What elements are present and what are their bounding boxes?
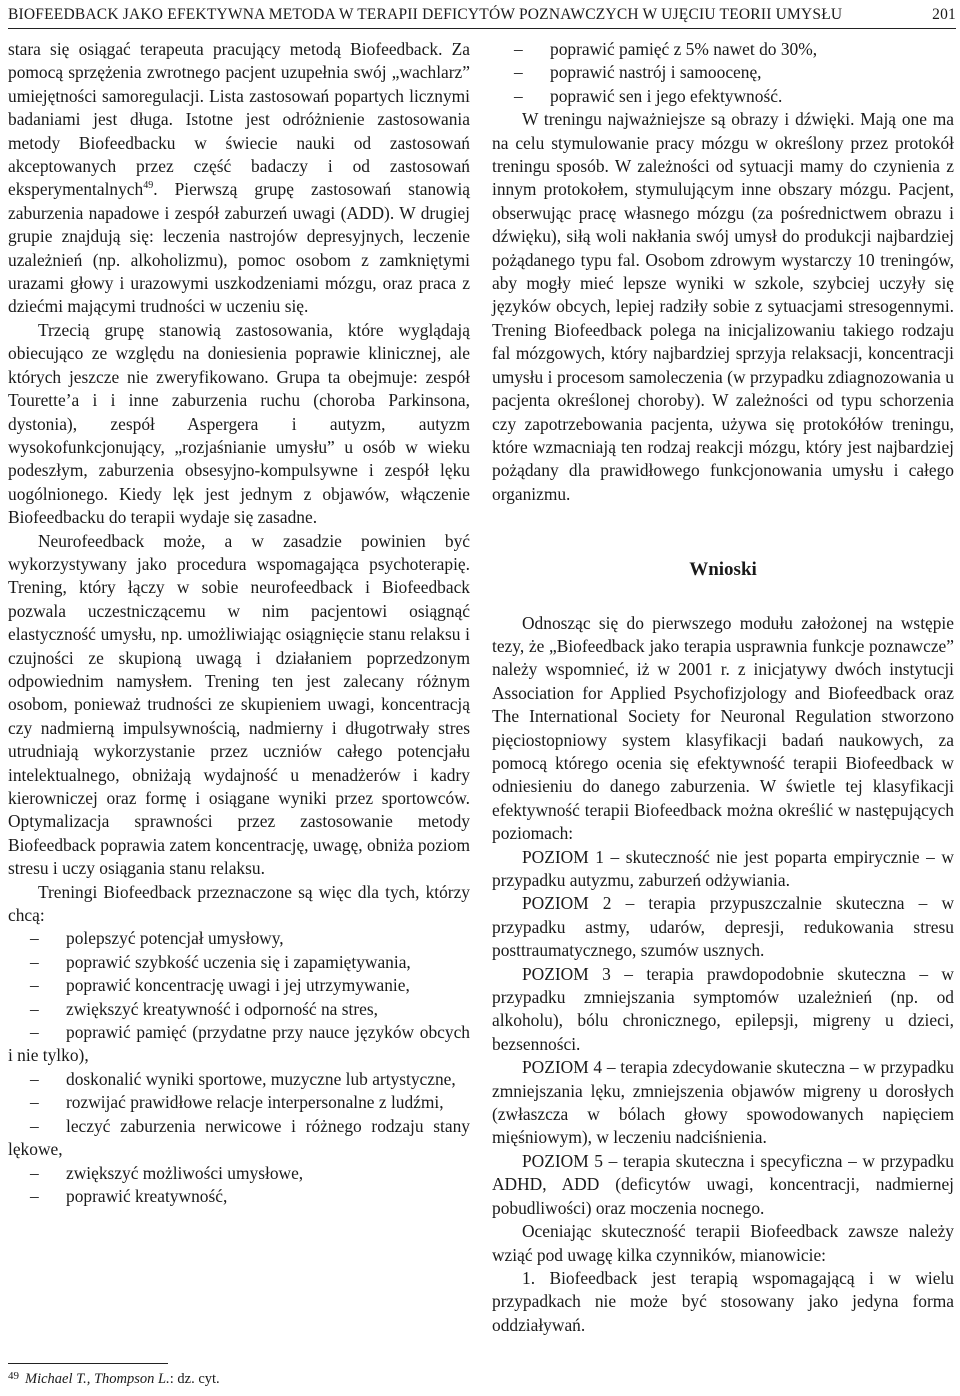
section-heading-conclusions: Wnioski [689,559,757,581]
footnote-divider [8,1363,168,1364]
list-item: – leczyć zaburzenia nerwicowe i różnego rodzaju stany lękowe, [8,1115,470,1162]
list-item: – zwiększyć możliwości umysłowe, [8,1162,470,1185]
list-item: – poprawić sen i jego efektywność. [492,85,954,108]
level-2: POZIOM 2 – terapia przypuszczalnie skuteczna – w przypadku astmy, udarów, depresji, redukowania stresu posttraumatycznego, szumów usznych. [492,893,954,961]
footnote-rest: : dz. cyt. [169,1371,220,1387]
paragraph-groups-of-applications [8,38,470,319]
level-1: POZIOM 1 – skuteczność nie jest poparta empirycznie – w przypadku autyzmu, zaburzeń odżywiania. [492,846,954,890]
level-5: POZIOM 5 – terapia skuteczna i specyficzna – w przypadku ADHD, ADD (deficytów uwagi, koncentracji, nadmiernej pobudliwości) oraz moczenia nocnego. [492,1150,954,1218]
goals-list-continued [492,38,954,108]
list-item: – poprawić nastrój i samoocenę, [492,61,954,84]
right-column [492,38,954,1337]
list-item: – poprawić pamięć z 5% nawet do 30%, [492,38,954,61]
page-number: 201 [932,6,956,23]
list-item: – polepszyć potencjał umysłowy, [8,927,470,950]
footnote-authors: Michael T., Thompson L. [25,1371,170,1387]
running-header [8,4,956,29]
footnote-number: 49 [8,1370,19,1382]
list-item: – doskonalić wyniki sportowe, muzyczne lub artystyczne, [8,1068,470,1091]
paragraph-third-group: Trzecią grupę stanowią zastosowania, które wyglądają obiecująco ze względu na doniesienia poprawie klinicznej, ale których jeszcze nie zweryfikowano. Grupa ta obejmuje: zespół Tourette’a i i inne zaburzenia ruchu (choroba Parkinsona, dystonia), zespół Aspergera i autyzm, autyzm wysokofunkcjonujący, „rozjaśnianie umysłu” u osób w wieku podeszłym, zaburzenia obsesyjno-kompulsywne i zespół lęku uogólnionego. Kiedy lęk jest jednym z objawów, włączenie Biofeedbacku do terapii wydaje się zasadne. [8,319,470,528]
footnote-marker: 49 [143,180,154,192]
paragraph-text: stara się osiągać terapeuta pracujący metodą Biofeedback. Za pomocą sprzężenia zwrotnego pacjent uzupełnia swój „wachlarz” umiejętności samoregulacji. Lista zastosowań popartych licznymi badaniami jest długa. Istotne jest odróżnienie zastosowania metody Biofeedbacku w świecie nauki od zastosowań akceptowanych przez część badaczy i od zastosowań eksperymentalnych [8,39,470,200]
paragraph-training-images-sounds: W treningu najważniejsze są obrazy i dźwięki. Mają one ma na celu stymulowanie pracy mózgu w określony przez protokół treningu sposób. W zależności od sytuacji mamy do czynienia z innym protokołem, stymulującym inne obszary mózgu. Pacjent, obserwując pracę własnego mózgu (za pośrednictwem obrazu i dźwięku), siłą woli nakłania swój umysł do produkcji najbardziej pożądanego typu fal. Osobom zdrowym wystarczy 10 treningów, aby mogły mieć lepsze wyniki w szkole, szybciej uczyły się języków obcych, lepiej radziły sobie z sytuacjami stresogennymi. Trening Biofeedback polega na inicjalizowaniu takiego rodzaju fal mózgowych, który najbardziej sprzyja relaksacji, koncentracji umysłu i procesom samoleczenia (w przypadku zdiagnozowania u pacjenta określonej choroby). W zależności od typu schorzenia czy zapotrzebowania pacjenta, używa się protokółów treningu, które wzmacniają ten rodzaj reakcji mózgu, który jest najbardziej pożądany dla prawidłowego funkcjonowania umysłu i całego organizmu. [492,109,954,504]
paragraph-classification: Odnosząc się do pierwszego modułu założonej na wstępie tezy, że „Biofeedback jako terapia usprawnia funkcje poznawcze” należy wspomnieć, iż w 2001 r. z inicjatywy dwóch instytucji Association for Applied Psychofizjology and Biofeedback oraz The International Society for Neuronal Regulation stworzono pięciostopniowy system klasyfikacji badań naukowych, za pomocą którego ocenia się efektywność terapii Biofeedback w odniesieniu do danego zaburzenia. W świetle tej klasyfikacji efektywność terapii Biofeedback można określić w następujących poziomach: [492,612,954,844]
numbered-point-1: 1. Biofeedback jest terapią wspomagającą i w wielu przypadkach nie może być stosowany jako jedyna forma oddziaływań. [492,1267,954,1335]
list-item: – zwiększyć kreatywność i odporność na stres, [8,998,470,1021]
list-item: – poprawić szybkość uczenia się i zapamiętywania, [8,951,470,974]
level-4: POZIOM 4 – terapia zdecydowanie skuteczna – w przypadku zmniejszania lęku, zmniejszenia objawów migreny u dorosłych (zwłaszcza w bólach głowy spowodowanych napięciem mięśniowym), w leczeniu nadciśnienia. [492,1057,954,1148]
list-item: – rozwijać prawidłowe relacje interpersonalne z ludźmi, [8,1091,470,1114]
list-item: – poprawić pamięć (przydatne przy nauce języków obcych i nie tylko), [8,1021,470,1068]
paragraph-neurofeedback: Neurofeedback może, a w zasadzie powinien być wykorzystywany jako procedura wspomagająca psychoterapię. Trening, który łączy w sobie neurofeedback i Biofeedback pozwala uczestniczącemu w nim pacjentowi osiągnąć elastyczność umysłu, np. umożliwiając osiągnięcie stanu relaksu i czujności ze skupioną uwagą i działaniem poprzedzonym odpowiednim namysłem. Trening ten jest zalecany różnym osobom, ponieważ trudności ze skupieniem uwagi, koncentracją czy nadmierną impulsywnością, nadmierny i długotrwały stres utrudniają wykorzystanie przez uczniów całego potencjału intelektualnego, obniżają wydajność u menadżerów i kadry kierowniczej oraz formę i osiągane wyniki przez sportowców. Optymalizacja sprawności przez zastosowanie metody Biofeedback poprawia zatem koncentrację, uwagę, obniża poziom stresu i uczy osiągania stanu relaksu. [8,530,470,879]
left-column [8,38,470,1208]
paragraph-text-tail: . Pierwszą grupę zastosowań stanowią zaburzenia napadowe i zespół zaburzeń uwagi (ADD). W drugiej grupie znajdują się: leczenia nastrojów depresyjnych, leczenie uzależnień (np. alkoholizmu), pomoc osobom z zamkniętymi urazami głowy i urazowymi uszkodzeniami mózgu, oraz praca z dziećmi mającymi trudności w uczeniu się. [8,179,470,317]
running-title: BIOFEEDBACK JAKO EFEKTYWNA METODA W TERAPII DEFICYTÓW POZNAWCZYCH W UJĘCIU TEORII UMYSŁU [8,6,843,23]
level-3: POZIOM 3 – terapia prawdopodobnie skuteczna – w przypadku zmniejszania symptomów uzależnień (np. od alkoholu), bólu chronicznego, epilepsji, migreny u dzieci, bezsenności. [492,963,954,1054]
list-item: – poprawić kreatywność, [8,1185,470,1208]
paragraph-trainings-intro: Treningi Biofeedback przeznaczone są więc dla tych, którzy chcą: [8,881,470,926]
footnote [8,1370,220,1388]
list-item: – poprawić koncentrację uwagi i jej utrzymywanie, [8,974,470,997]
paragraph-factors: Oceniając skuteczność terapii Biofeedback zawsze należy wziąć pod uwagę kilka czynników, mianowicie: [492,1221,954,1265]
goals-list [8,927,470,1208]
